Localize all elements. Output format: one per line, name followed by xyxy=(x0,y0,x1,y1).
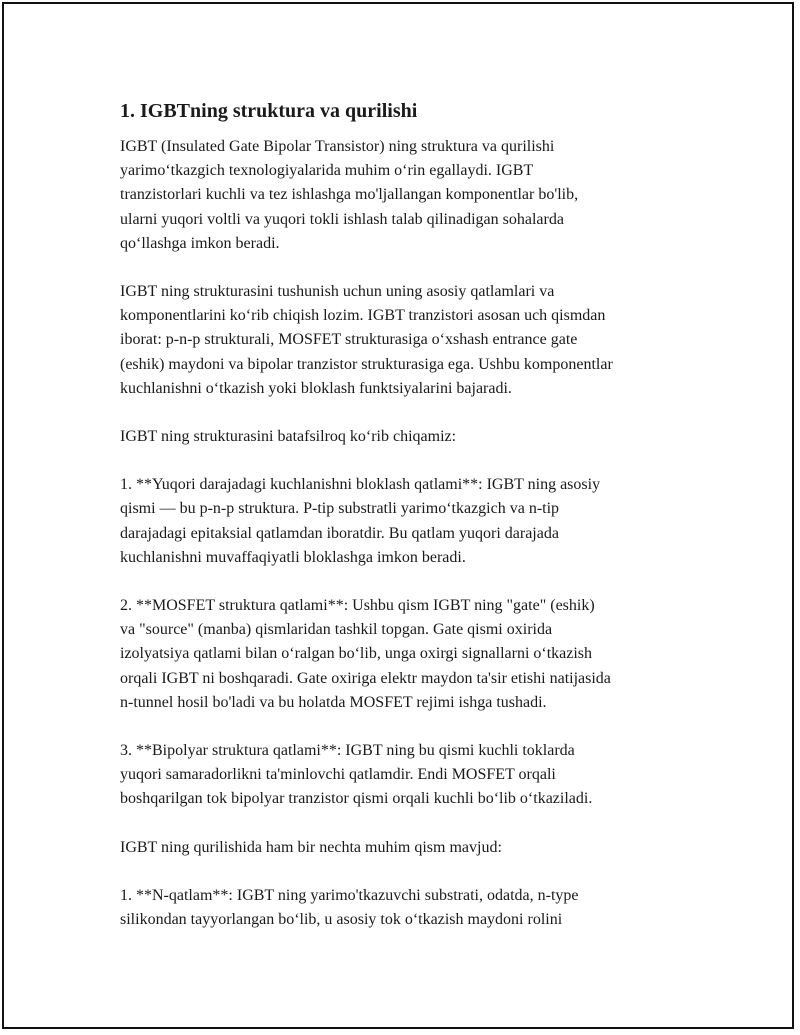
text-line: yuqori samaradorlikni ta'minlovchi qatlamdir. Endi MOSFET orqali xyxy=(120,766,556,784)
document-body xyxy=(120,98,700,956)
paragraph-intro xyxy=(120,135,700,256)
paragraph-item-1 xyxy=(120,473,700,570)
text-line: IGBT (Insulated Gate Bipolar Transistor) ning struktura va qurilishi xyxy=(120,138,555,155)
text-line: 3. **Bipolyar struktura qatlami**: IGBT ning bu qismi kuchli toklarda xyxy=(120,742,575,760)
text-line: qoʻllashga imkon beradi. xyxy=(120,234,280,252)
text-line: ularni yuqori voltli va yuqori tokli ishlash talab qilinadigan sohalarda xyxy=(120,210,564,228)
text-line: yarimoʻtkazgich texnologiyalarida muhim oʻrin egallaydi. IGBT xyxy=(120,162,534,180)
text-line: 1. **N-qatlam**: IGBT ning yarimo'tkazuvchi substrati, odatda, n-type xyxy=(120,886,579,904)
text-line: iborat: p-n-p strukturali, MOSFET strukturasiga oʻxshash entrance gate xyxy=(120,331,578,349)
paragraph-construction-intro xyxy=(120,836,700,860)
text-line: darajadagi epitaksial qatlamdan iboratdir. Bu qatlam yuqori darajada xyxy=(120,524,559,542)
text-line: 1. **Yuqori darajadagi kuchlanishni bloklash qatlami**: IGBT ning asosiy xyxy=(120,476,601,494)
paragraph-structure-overview xyxy=(120,280,700,401)
paragraph-item-3 xyxy=(120,739,700,812)
text-line: orqali IGBT ni boshqaradi. Gate oxiriga elektr maydon ta'sir etishi natijasida xyxy=(120,669,611,687)
document-title: 1. IGBTning struktura va qurilishi xyxy=(120,100,418,122)
text-line: kuchlanishni oʻtkazish yoki bloklash funktsiyalarini bajaradi. xyxy=(120,379,512,397)
text-line: va "source" (manba) qismlaridan tashkil topgan. Gate qismi oxirida xyxy=(120,621,553,639)
text-line: boshqarilgan tok bipolyar tranzistor qismi orqali kuchli boʻlib oʻtkaziladi. xyxy=(120,790,593,808)
text-line: (eshik) maydoni va bipolar tranzistor strukturasiga ega. Ushbu komponentlar xyxy=(120,355,613,373)
text-line: izolyatsiya qatlami bilan oʻralgan boʻlib, unga oxirgi signallarni oʻtkazish xyxy=(120,645,593,663)
text-line: qismi — bu p-n-p struktura. P-tip substratli yarimoʻtkazgich va n-tip xyxy=(120,500,560,518)
paragraph-detail-intro xyxy=(120,425,700,449)
text-line: 2. **MOSFET struktura qatlami**: Ushbu qism IGBT ning "gate" (eshik) xyxy=(120,597,595,615)
text-line: kuchlanishni muvaffaqiyatli bloklashga imkon beradi. xyxy=(120,548,466,566)
text-line: n-tunnel hosil bo'ladi va bu holatda MOSFET rejimi ishga tushadi. xyxy=(120,693,547,711)
text-line: komponentlarini koʻrib chiqish lozim. IGBT tranzistori asosan uch qismdan xyxy=(120,307,606,325)
paragraph-construction-item-1 xyxy=(120,884,700,932)
text-line: IGBT ning strukturasini tushunish uchun uning asosiy qatlamlari va xyxy=(120,283,555,301)
page-frame xyxy=(2,2,794,1029)
text-line: silikondan tayyorlangan boʻlib, u asosiy tok oʻtkazish maydoni rolini xyxy=(120,911,563,929)
text-line: IGBT ning strukturasini batafsilroq koʻrib chiqamiz: xyxy=(120,428,457,446)
text-line: tranzistorlari kuchli va tez ishlashga mo'ljallangan komponentlar bo'lib, xyxy=(120,186,579,204)
paragraph-item-2 xyxy=(120,594,700,715)
text-line: IGBT ning qurilishida ham bir nechta muhim qism mavjud: xyxy=(120,838,502,856)
